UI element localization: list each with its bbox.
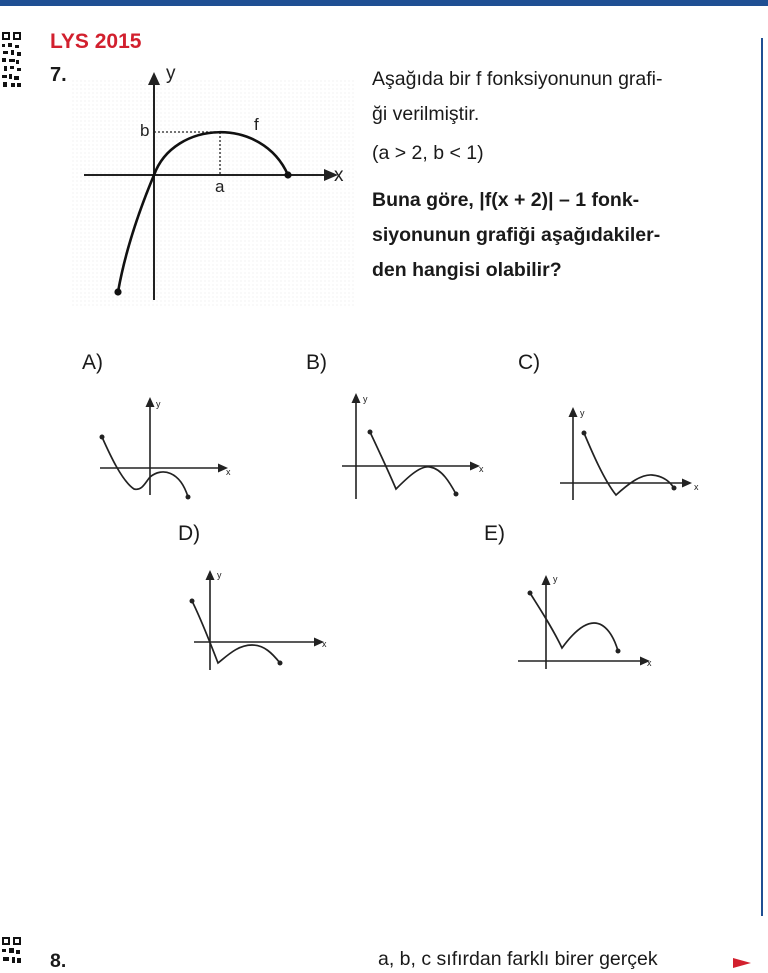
exam-tag: LYS 2015 [50, 30, 142, 53]
y-axis-label: y [553, 574, 558, 584]
option-e-label[interactable]: E) [484, 522, 505, 545]
f-label: f [254, 115, 259, 134]
qr-code-icon [0, 935, 22, 967]
intro-line-1: Aşağıda bir f fonksiyonunun grafi- [372, 68, 663, 90]
qr-code-icon [0, 30, 22, 90]
x-axis-label: x [226, 467, 231, 477]
option-c-label[interactable]: C) [518, 351, 541, 374]
intro-line-2: ği verilmiştir. [372, 103, 480, 125]
next-question-number: 8. [50, 950, 67, 972]
prompt-line-2: siyonunun grafiği aşağıdakiler- [372, 224, 661, 246]
y-axis-label: y [156, 399, 161, 409]
function-f-graph [72, 68, 354, 306]
graph-background [72, 78, 354, 306]
y-axis-arrow-icon [569, 407, 578, 417]
question-text [372, 62, 724, 288]
b-label: b [140, 121, 150, 140]
option-a-label[interactable]: A) [82, 351, 103, 374]
option-e-graph[interactable] [510, 565, 670, 677]
x-axis-label: x [322, 639, 327, 649]
y-axis-arrow-icon [206, 570, 215, 580]
y-axis-label: y [166, 68, 176, 84]
next-question-text: a, b, c sıfırdan farklı birer gerçek [378, 948, 658, 970]
option-b-graph[interactable] [334, 389, 494, 501]
y-axis-label: y [363, 394, 368, 404]
x-axis-label: x [334, 165, 344, 186]
x-axis-label: x [694, 482, 699, 492]
y-axis-label: y [580, 408, 585, 418]
column-divider-line [761, 38, 763, 916]
option-a-graph[interactable] [92, 393, 242, 505]
y-axis-arrow-icon [146, 397, 155, 407]
option-b-label[interactable]: B) [306, 351, 327, 374]
option-c-graph[interactable] [554, 402, 714, 502]
prompt-line-3: den hangisi olabilir? [372, 259, 562, 281]
question-number: 7. [50, 64, 67, 86]
left-endpoint [114, 288, 121, 295]
question-prompt [372, 183, 724, 288]
prompt-line-1: Buna göre, |f(x + 2)| – 1 fonk- [372, 189, 640, 211]
conditions: (a > 2, b < 1) [372, 142, 484, 164]
a-label: a [215, 177, 225, 196]
y-axis-arrow-icon [542, 575, 551, 585]
y-axis-arrow-icon [352, 393, 361, 403]
right-endpoint [284, 171, 291, 178]
option-d-label[interactable]: D) [178, 522, 201, 545]
x-axis-label: x [647, 658, 652, 668]
option-d-graph[interactable] [186, 565, 336, 677]
x-axis-arrow-icon [682, 479, 692, 488]
y-axis-label: y [217, 570, 222, 580]
top-color-bar [0, 0, 768, 6]
x-axis-label: x [479, 464, 484, 474]
